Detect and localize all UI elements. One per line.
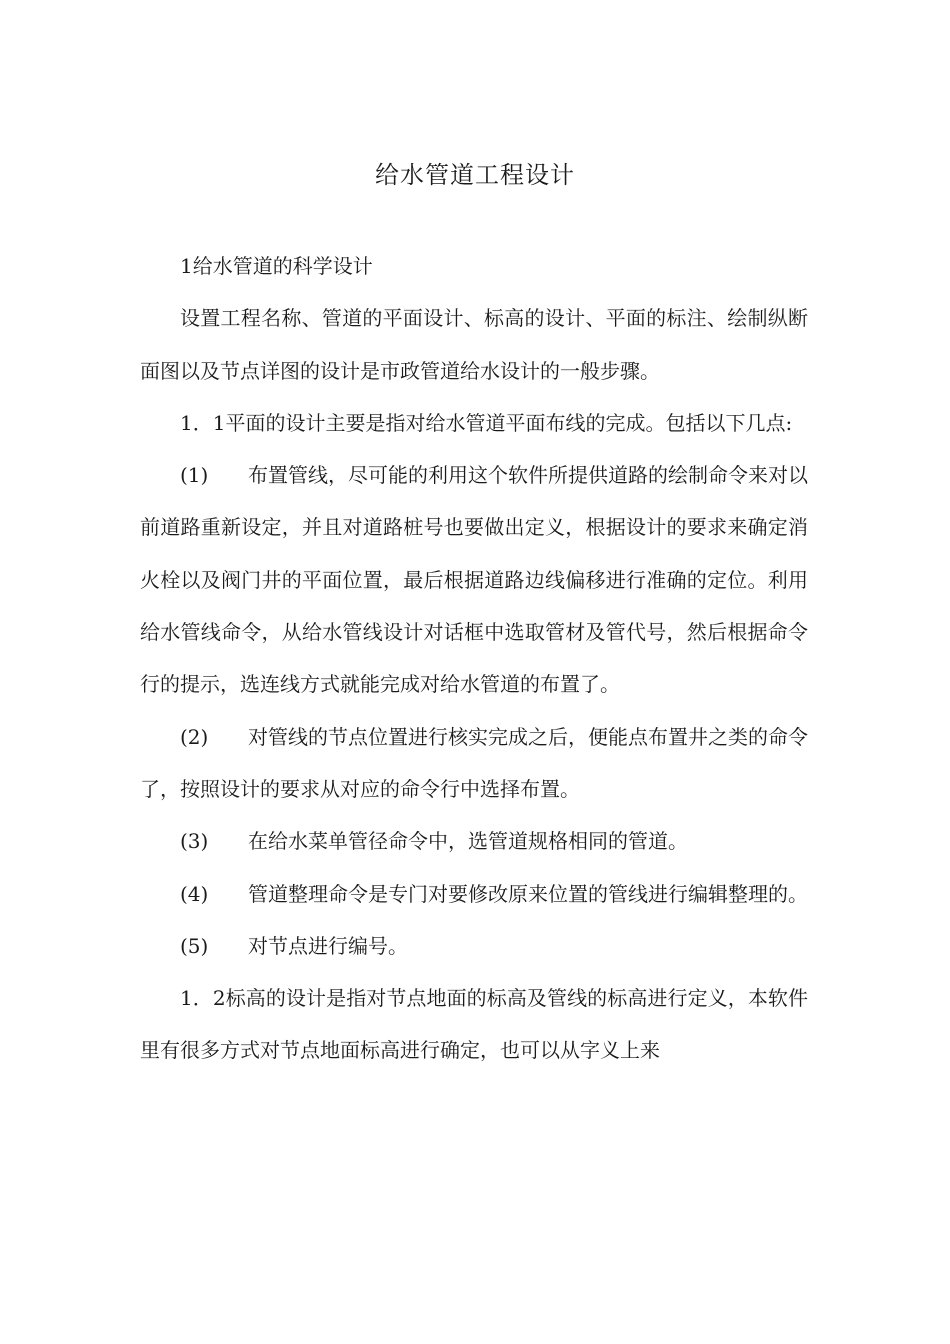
list-item-text: 对节点进行编号。 xyxy=(248,933,408,958)
list-item xyxy=(140,920,808,972)
list-item-text: 在给水菜单管径命令中，选管道规格相同的管道。 xyxy=(248,829,688,854)
list-item xyxy=(140,711,808,816)
list-item-number: (3) xyxy=(180,829,209,854)
list-item-text: 对管线的节点位置进行核实完成之后，便能点布置井之类的命令了，按照设计的要求从对应的命令行中选择布置。 xyxy=(140,724,808,801)
list-item-text: 管道整理命令是专门对要修改原来位置的管线进行编辑整理的。 xyxy=(248,881,808,906)
document-body xyxy=(140,240,808,1077)
section-heading: 1给水管道的科学设计 xyxy=(180,254,373,278)
list-item xyxy=(140,449,808,710)
intro-paragraph: 设置工程名称、管道的平面设计、标高的设计、平面的标注、绘制纵断面图以及节点详图的设计是市政管道给水设计的一般步骤。 xyxy=(140,306,808,383)
list-item-number: (1) xyxy=(180,463,209,488)
document-title: 给水管道工程设计 xyxy=(375,161,575,189)
list-item xyxy=(140,815,808,867)
closing-paragraph: 1．2标高的设计是指对节点地面的标高及管线的标高进行定义，本软件里有很多方式对节点地面标高进行确定，也可以从字义上来 xyxy=(140,986,808,1063)
list-item-text: 布置管线，尽可能的利用这个软件所提供道路的绘制命令来对以前道路重新设定，并且对道路桩号也要做出定义，根据设计的要求来确定消火栓以及阀门井的平面位置，最后根据道路边线偏移进行准确的定位。利用给水管线命令，从给水管线设计对话框中选取管材及管代号，然后根据命令行的提示，选连线方式就能完成对给水管道的布置了。 xyxy=(140,463,808,697)
list-item-number: (5) xyxy=(180,933,209,958)
list-item-number: (2) xyxy=(180,724,209,749)
subsection-paragraph: 1．1平面的设计主要是指对给水管道平面布线的完成。包括以下几点: xyxy=(180,410,793,435)
list-item xyxy=(140,868,808,920)
list-item-number: (4) xyxy=(180,881,209,906)
